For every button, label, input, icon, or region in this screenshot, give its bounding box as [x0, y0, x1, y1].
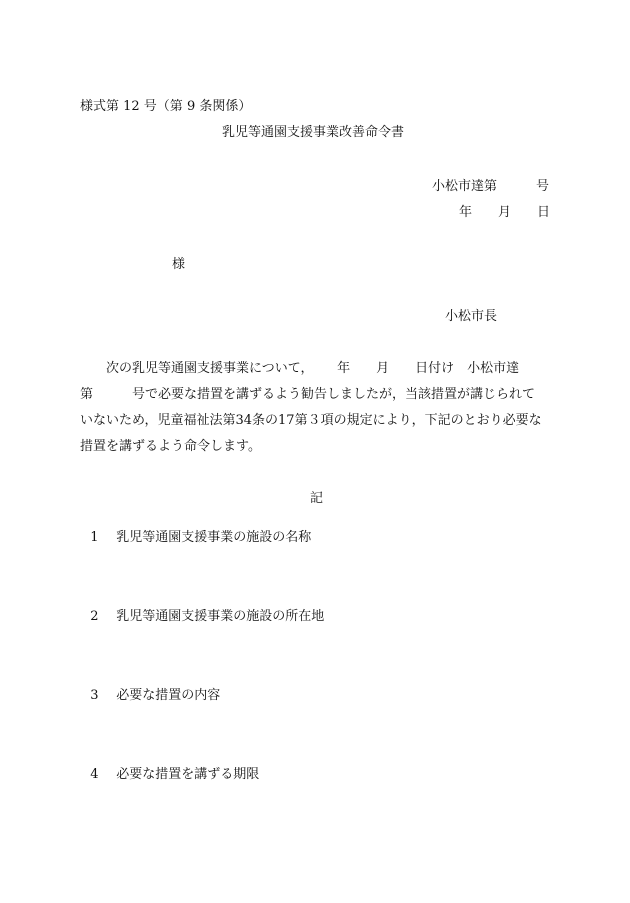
form-number: 様式第 12 号（第 9 条関係）: [80, 99, 252, 114]
document-number: 小松市達第 号: [432, 179, 550, 194]
body-line: 措置を講ずるよう命令します。: [80, 439, 261, 454]
item-label: 必要な措置の内容: [116, 688, 221, 703]
list-item: [80, 518, 311, 544]
item-label: 必要な措置を講ずる期限: [116, 767, 260, 782]
issuer-name: 小松市長: [445, 309, 498, 324]
item-label: 乳児等通園支援事業の施設の所在地: [116, 609, 325, 624]
list-item: [80, 755, 259, 781]
item-number: 3: [90, 688, 99, 703]
body-line: 次の乳児等通園支援事業について， 年 月 日付け 小松市達: [80, 361, 520, 376]
body-line: いないため，児童福祉法第34条の17第３項の規定により，下記のとおり必要な: [80, 413, 542, 428]
item-label: 乳児等通園支援事業の施設の名称: [116, 530, 312, 545]
item-number: 2: [90, 609, 99, 624]
addressee-suffix: 様: [172, 257, 186, 272]
item-number: 4: [90, 767, 99, 782]
list-item: [80, 597, 324, 623]
document-date: 年 月 日: [459, 205, 551, 220]
body-line: 第 号で必要な措置を講ずるよう勧告しましたが，当該措置が講じられて: [80, 387, 536, 402]
document-title: 乳児等通園支援事業改善命令書: [222, 125, 405, 140]
ki-heading: 記: [310, 491, 324, 506]
item-number: 1: [90, 530, 99, 545]
list-item: [80, 676, 220, 702]
